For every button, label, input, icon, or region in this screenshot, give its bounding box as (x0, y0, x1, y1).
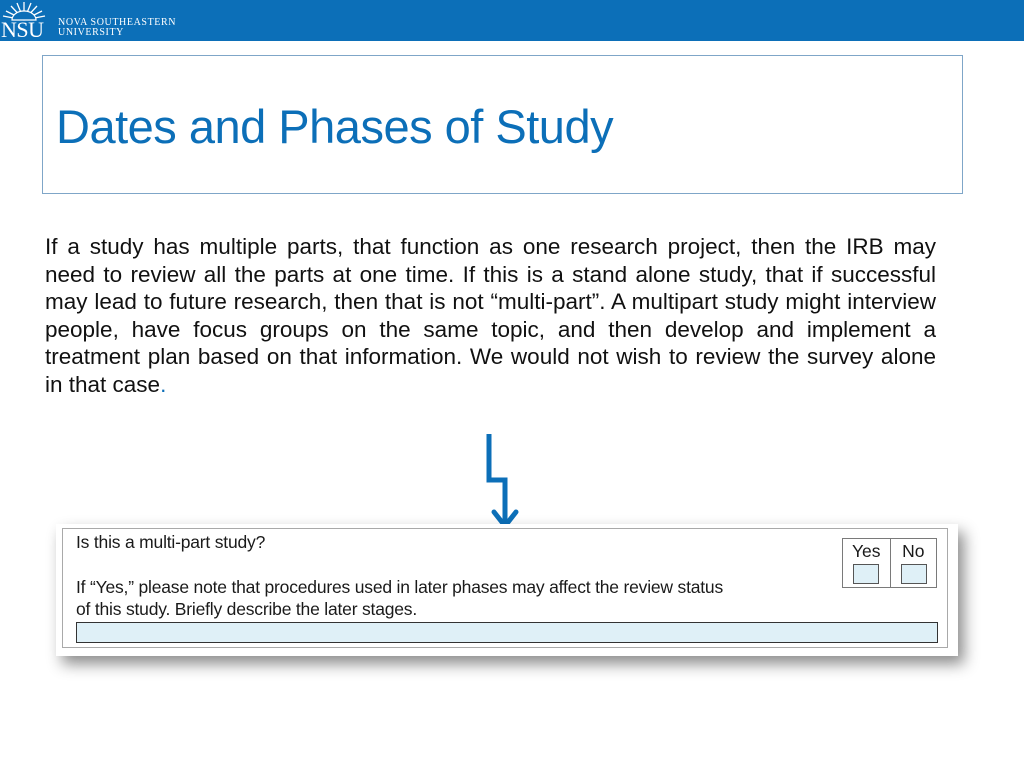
title-box (42, 55, 963, 194)
form-note-line1: If “Yes,” please note that procedures used in later phases may affect the review status (76, 577, 724, 597)
logo-name-line2: UNIVERSITY (58, 27, 124, 38)
later-stages-description-field[interactable] (76, 622, 938, 643)
yes-option (843, 539, 890, 587)
logo-abbreviation: NSU (1, 17, 44, 42)
form-note (76, 576, 836, 620)
no-checkbox[interactable] (901, 564, 927, 584)
university-logo (0, 0, 210, 41)
form-note-line2: of this study. Briefly describe the later stages. (76, 599, 418, 619)
yes-no-group (842, 538, 937, 588)
logo-name-line1: NOVA SOUTHEASTERN (58, 17, 177, 28)
body-text: If a study has multiple parts, that function as one research project, then the IRB may need to review all the parts at one time. If this is a stand alone study, that if successful may lead to future research, then that is not “multi-part”. A multipart study might interview people, have focus groups on the same topic, and then develop and implement a treatment plan based on that information. We would not wish to review the survey alone in that case (45, 234, 936, 397)
body-paragraph (45, 233, 936, 398)
yes-label: Yes (851, 541, 881, 561)
no-option (890, 539, 937, 587)
slide-title: Dates and Phases of Study (56, 100, 614, 153)
logo-university-name (58, 18, 176, 38)
form-question: Is this a multi-part study? (76, 532, 266, 552)
arrow-down-right-angle-icon (478, 432, 528, 532)
yes-checkbox[interactable] (853, 564, 879, 584)
no-label: No (902, 541, 925, 561)
form-snippet (62, 528, 948, 648)
header-bar (0, 0, 1024, 41)
body-period: . (160, 371, 167, 397)
